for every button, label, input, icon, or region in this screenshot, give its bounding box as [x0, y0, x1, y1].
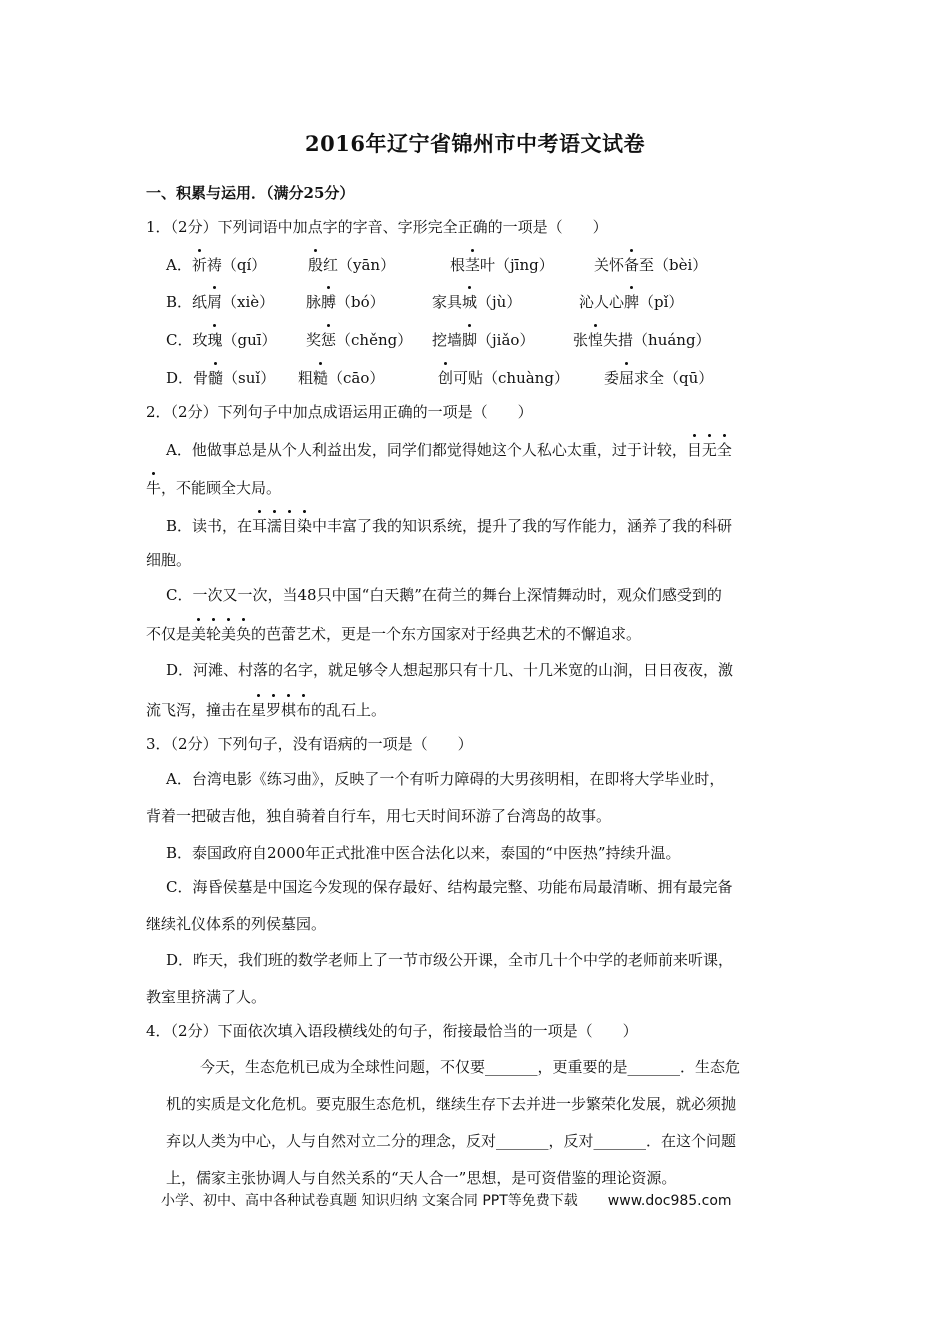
footer-site-link[interactable]: www.doc985.com	[607, 1193, 732, 1209]
question-2-stem: 2．（2分）下列句子中加点成语运用正确的一项是（ ）	[146, 403, 533, 421]
question-1-option-d: D．骨髓（suǐ） 粗糙（cāo） 创可贴（chuàng） 委屈求全（qū）	[166, 369, 714, 387]
question-3-option-d: D．昨天，我们班的数学老师上了一节市级公开课，全市几十个中学的老师前来听课，	[166, 951, 734, 969]
footer	[161, 1192, 732, 1210]
question-2-option-c: C．一次又一次，当48只中国“白天鹅”在荷兰的舞台上深情舞动时，观众们感受到的	[166, 586, 722, 604]
page-title: 2016年辽宁省锦州市中考语文试卷	[305, 131, 645, 156]
question-1-option-b: B．纸屑（xiè） 脉膊（bó） 家具城（jù） 沁人心脾（pǐ）	[166, 293, 684, 311]
question-2-option-a: A．他做事总是从个人利益出发，同学们都觉得她这个人私心太重，过于计较，目无全	[166, 441, 732, 459]
question-2-option-d: D．河滩、村落的名字，就足够令人想起那只有十几、十几米宽的山涧，日日夜夜，激	[166, 661, 734, 679]
question-3-stem: 3．（2分）下列句子，没有语病的一项是（ ）	[146, 735, 473, 753]
question-3-option-d-cont: 教室里挤满了人。	[146, 988, 267, 1006]
question-2-option-a-cont: 牛，不能顾全大局。	[146, 479, 282, 497]
question-3-option-c: C．海昏侯墓是中国迄今发现的保存最好、结构最完整、功能布局最清晰、拥有最完备	[166, 878, 733, 896]
question-4-stem: 4．（2分）下面依次填入语段横线处的句子，衔接最恰当的一项是（ ）	[146, 1022, 638, 1040]
passage-line-1: 今天，生态危机已成为全球性问题，不仅要_______，更重要的是_______．生态危	[200, 1058, 741, 1076]
passage-line-4: 上，儒家主张协调人与自然关系的“天人合一”思想，是可资借鉴的理论资源。	[166, 1169, 677, 1187]
question-3-option-a: A．台湾电影《练习曲》，反映了一个有听力障碍的大男孩明相，在即将大学毕业时，	[166, 770, 725, 788]
question-1-option-c: C．玫瑰（guī） 奖惩（chěng） 挖墙脚（jiǎo） 张惶失措（huáng）	[166, 331, 711, 349]
passage-line-2: 机的实质是文化危机。要克服生态危机，继续生存下去并进一步繁荣化发展，就必须抛	[166, 1095, 737, 1113]
question-2-option-b: B．读书，在耳濡目染中丰富了我的知识系统，提升了我的写作能力，涵养了我的科研	[166, 517, 733, 535]
question-2-option-c-cont: 不仅是美轮美奂的芭蕾艺术，更是一个东方国家对于经典艺术的不懈追求。	[146, 625, 642, 643]
question-3-option-b: B．泰国政府自2000年正式批准中医合法化以来，泰国的“中医热”持续升温。	[166, 844, 681, 862]
footer-text: 小学、初中、高中各种试卷真题 知识归纳 文案合同 PPT等免费下载	[161, 1193, 578, 1209]
passage-line-3: 弃以人类为中心，人与自然对立二分的理念，反对_______，反对_______．在这个问题	[166, 1132, 737, 1150]
question-2-option-d-cont: 流飞泻，撞击在星罗棋布的乱石上。	[146, 701, 387, 719]
question-1-option-a: A．祈祷（qí） 殷红（yān） 根茎叶（jīng） 关怀备至（bèi）	[166, 256, 708, 274]
question-3-option-c-cont: 继续礼仪体系的列侯墓园。	[146, 915, 327, 933]
section-heading: 一、积累与运用．（满分25分）	[146, 184, 355, 202]
question-3-option-a-cont: 背着一把破吉他，独自骑着自行车，用七天时间环游了台湾岛的故事。	[146, 807, 612, 825]
question-1-stem: 1．（2分）下列词语中加点字的字音、字形完全正确的一项是（ ）	[146, 218, 608, 236]
question-2-option-b-cont: 细胞。	[146, 551, 192, 569]
